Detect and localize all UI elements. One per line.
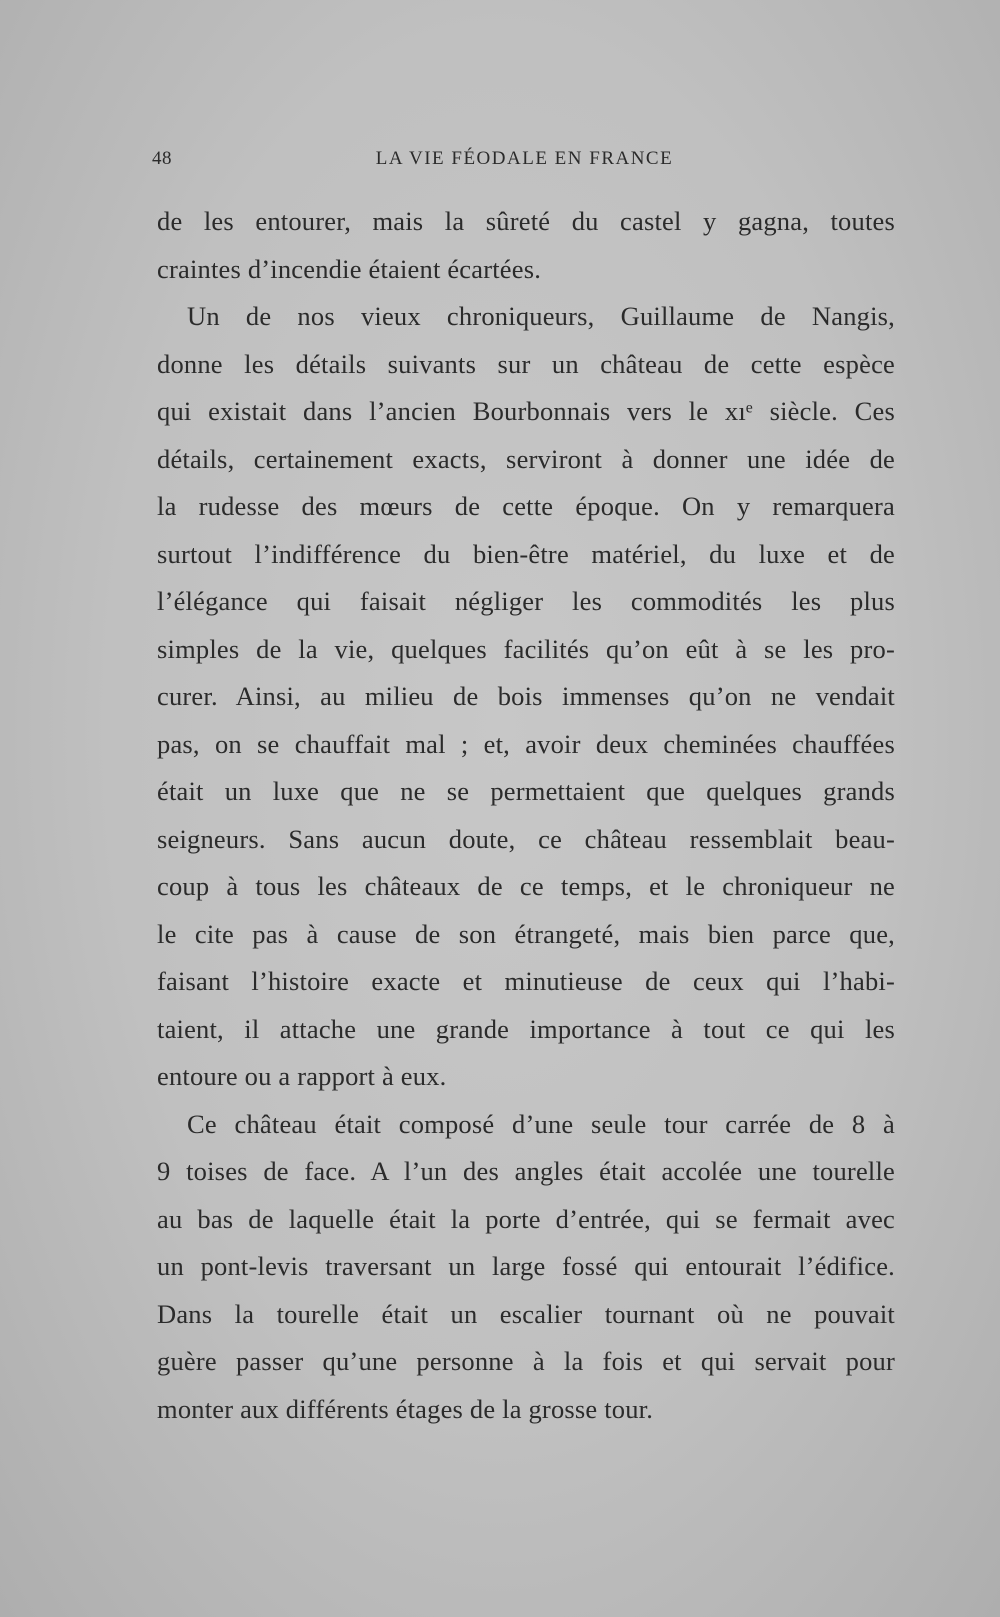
text-line: la rudesse des mœurs de cette époque. On y remarquera	[157, 491, 895, 521]
text-line: un pont-levis traversant un large fossé qui entourait l’édifice.	[157, 1251, 895, 1281]
text-line: simples de la vie, quelques facilités qu’on eût à se les pro-	[157, 633, 895, 664]
running-title: LA VIE FÉODALE EN FRANCE	[375, 148, 674, 169]
text-line: monter aux différents étages de la grosse tour.	[157, 1393, 654, 1424]
text-line: de les entourer, mais la sûreté du castel y gagna, toutes	[157, 206, 895, 236]
text-line: entoure ou a rapport à eux.	[157, 1061, 447, 1091]
body-text	[157, 198, 895, 1433]
text-line: Un de nos vieux chroniqueurs, Guillaume de Nangis,	[187, 301, 895, 331]
text-line: faisant l’histoire exacte et minutieuse de ceux qui l’habi-	[157, 966, 895, 996]
text-line: guère passer qu’une personne à la fois et qui servait pour	[157, 1346, 895, 1376]
text-line: taient, il attache une grande importance à tout ce qui les	[157, 1013, 895, 1044]
text-line: curer. Ainsi, au milieu de bois immenses qu’on ne vendait	[157, 681, 895, 711]
text-line: pas, on se chauffait mal ; et, avoir deux cheminées chauffées	[157, 728, 895, 759]
text-line: était un luxe que ne se permettaient que quelques grands	[157, 776, 895, 806]
text-line: au bas de laquelle était la porte d’entrée, qui se fermait avec	[157, 1203, 895, 1234]
text-line: seigneurs. Sans aucun doute, ce château ressemblait beau-	[157, 823, 895, 854]
text-line: Dans la tourelle était un escalier tournant où ne pouvait	[157, 1298, 895, 1329]
text-line: 9 toises de face. A l’un des angles était accolée une tourelle	[157, 1156, 895, 1186]
page-header	[152, 148, 892, 178]
text-line: le cite pas à cause de son étrangeté, mais bien parce que,	[157, 918, 895, 949]
text-line: Ce château était composé d’une seule tour carrée de 8 à	[187, 1108, 895, 1139]
text-line: craintes d’incendie étaient écartées.	[157, 253, 542, 284]
text-line: coup à tous les châteaux de ce temps, et le chroniqueur ne	[157, 871, 895, 901]
text-line: l’élégance qui faisait négliger les commodités les plus	[157, 586, 895, 616]
text-line: surtout l’indifférence du bien-être matériel, du luxe et de	[157, 538, 895, 569]
page-number: 48	[152, 148, 172, 169]
text-line: donne les détails suivants sur un château de cette espèce	[157, 348, 895, 379]
text-line: qui existait dans l’ancien Bourbonnais vers le xıᵉ siècle. Ces	[157, 396, 895, 426]
text-line: détails, certainement exacts, serviront à donner une idée de	[157, 443, 895, 474]
